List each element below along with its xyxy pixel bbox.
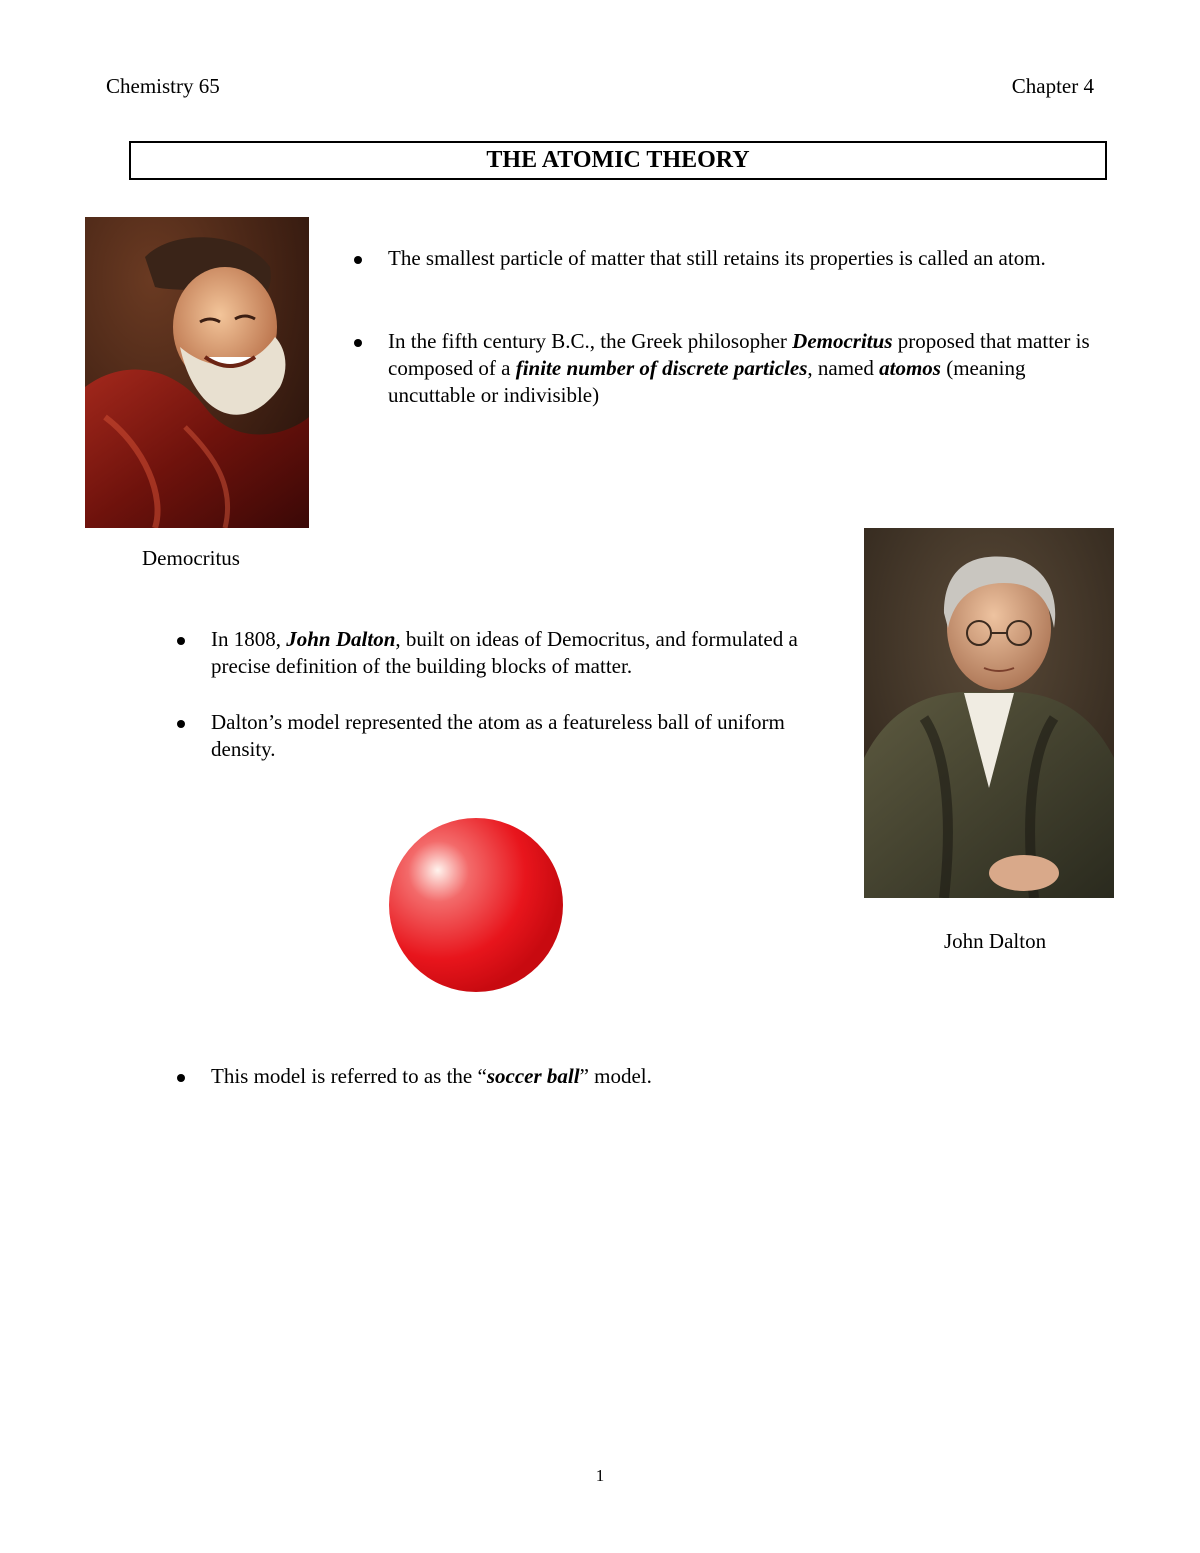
featureless-ball-illustration — [388, 815, 568, 997]
john-dalton-portrait — [864, 528, 1114, 898]
john-dalton-name: John Dalton — [286, 627, 396, 651]
bullet-dot — [354, 256, 362, 264]
bullet-dot — [177, 720, 185, 728]
header-course: Chemistry 65 — [106, 74, 220, 98]
page-title: THE ATOMIC THEORY — [129, 141, 1107, 180]
bullet-dot — [177, 637, 185, 645]
header-chapter: Chapter 4 — [1011, 74, 1094, 98]
dalton-caption: John Dalton — [944, 929, 1047, 953]
democritus-portrait — [85, 217, 309, 528]
bullet-soccer-ball-model: This model is referred to as the “soccer ball” model. — [211, 1064, 652, 1088]
finite-particles-phrase: finite number of discrete particles — [515, 356, 808, 380]
atomos-term: atomos — [879, 356, 941, 380]
bullet-democritus-proposal: In the fifth century B.C., the Greek philosopher Democritus proposed that matter is composed of a finite number of discrete particles, named atomos (meaning uncuttable or indivisible) — [388, 329, 1090, 407]
bullet-dalton-1808: In 1808, John Dalton, built on ideas of Democritus, and formulated a precise definition of the building blocks of matter. — [211, 627, 798, 678]
democritus-caption: Democritus — [142, 546, 240, 570]
bullet-dot — [354, 339, 362, 347]
page-number: 1 — [595, 1466, 605, 1485]
bullet-dot — [177, 1074, 185, 1082]
bullet-dalton-model: Dalton’s model represented the atom as a featureless ball of uniform density. — [211, 710, 785, 761]
bullet-atom-definition: The smallest particle of matter that still retains its properties is called an atom. — [388, 246, 1046, 270]
democritus-name: Democritus — [792, 329, 893, 353]
soccer-ball-phrase: soccer ball — [486, 1064, 580, 1088]
